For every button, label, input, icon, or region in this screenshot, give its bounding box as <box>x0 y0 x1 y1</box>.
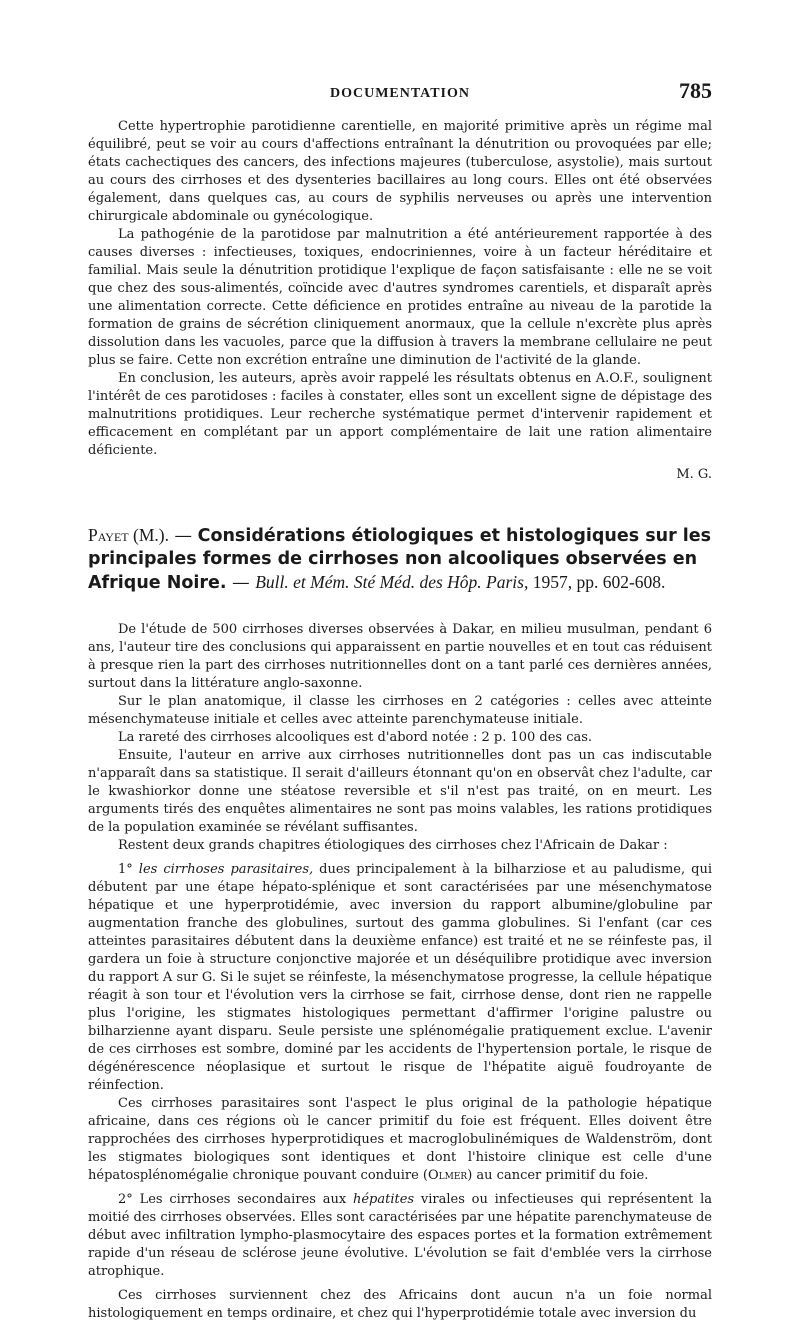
paragraph: De l'étude de 500 cirrhoses diverses observées à Dakar, en milieu musulman, pendant 6 ans, l'auteur tire des conclusions qui apparaissent en partie nouvelles et en tout cas réduisent à presque rien la part des cirrhoses nutritionnelles dont on a tant parlé ces dernières années, surtout dans la littérature anglo-saxonne. <box>88 622 712 691</box>
article-title: Considérations étiologiques et histologiques sur les principales formes de cirrhoses non alcooliques observées en Afrique Noire. <box>88 526 712 593</box>
paragraph: En conclusion, les auteurs, après avoir rappelé les résultats obtenus en A.O.F., soulignent l'intérêt de ces parotidoses : faciles à constater, elles sont un excellent signe de dépistage des malnutritions protidiques. Leur recherche systématique permet d'intervenir rapidement et efficacement en complétant par un apport complémentaire de lait une ration alimentaire déficiente. <box>88 371 712 458</box>
reviewer-signature: M. G. <box>676 467 712 482</box>
text-part: Ces cirrhoses parasitaires sont l'aspect le plus original de la pathologie hépatique africaine, dans ces régions où le cancer primitif du foie est fréquent. Elles doivent être rapprochées des cirrhoses hyperprotidiques et macroglobulinémiques de Waldenström, dont les stigmates biologiques sont identiques et dont l'histoire clinique est celle d'une hépatosplénomégalie chronique pouvant conduire ( <box>88 1096 712 1183</box>
paragraph-parasitic <box>88 861 712 1095</box>
title-dash: — <box>168 526 198 546</box>
author-name: Payet (M.). <box>88 525 169 545</box>
review-title-block <box>88 524 712 595</box>
running-head: DOCUMENTATION <box>329 86 471 101</box>
paragraph-parasitic-2 <box>88 1095 712 1185</box>
text-part: ) au cancer primitif du foie. <box>467 1168 649 1183</box>
page-header <box>88 78 712 118</box>
paragraph: La rareté des cirrhoses alcooliques est d'abord notée : 2 p. 100 des cas. <box>118 730 593 745</box>
review-cirrhoses <box>88 621 712 1323</box>
item-label: les cirrhoses parasitaires, <box>138 862 314 877</box>
item-text: virales ou infectieuses qui représentent la moitié des cirrhoses observées. Elles sont caractérisées par une hépatite parenchymateuse de début avec infiltration lympho-plasmocytaire des espaces portes et la formation extrêmement rapide d'un réseau de sclérose jeune évolutive. L'évolution se fait d'emblée vers la cirrhose atrophique. <box>88 1192 712 1279</box>
paragraph-secondary <box>88 1191 712 1281</box>
source-dash: — <box>226 573 256 593</box>
cited-author: Olmer <box>428 1168 468 1183</box>
year-pages: 1957, pp. 602-608. <box>528 572 666 592</box>
document-page <box>88 78 712 1323</box>
item-number: 2° Les cirrhoses secondaires aux <box>118 1192 353 1207</box>
item-number: 1° <box>118 862 139 877</box>
paragraph: Cette hypertrophie parotidienne carentielle, en majorité primitive après un régime mal équilibré, peut se voir au cours d'affections entraînant la dénutrition ou provoquées par elle; états cachectiques des cancers, des infections majeures (tuberculose, asystolie), mais surtout au cours des cirrhoses et des dysenteries bacillaires au long cours. Elles ont été observées également, dans quelques cas, au cours de syphilis nerveuses ou après une intervention chirurgicale abdominale ou gynécologique. <box>88 119 712 224</box>
paragraph: Sur le plan anatomique, il classe les cirrhoses en 2 catégories : celles avec atteinte mésenchymateuse initiale et celles avec atteinte parenchymateuse initiale. <box>88 694 712 727</box>
journal-source: Bull. et Mém. Sté Méd. des Hôp. Paris, <box>255 572 529 592</box>
paragraph: Restent deux grands chapitres étiologiques des cirrhoses chez l'Africain de Dakar : <box>118 838 668 853</box>
review-parotidose <box>88 118 712 484</box>
item-label: hépatites <box>352 1192 415 1207</box>
page-number: 785 <box>679 78 712 103</box>
paragraph: Ces cirrhoses surviennent chez des Africains dont aucun n'a un foie normal histologiquement en temps ordinaire, et chez qui l'hyperprotidémie totale avec inversion du <box>88 1288 712 1321</box>
paragraph: Ensuite, l'auteur en arrive aux cirrhoses nutritionnelles dont pas un cas indiscutable n'apparaît dans sa statistique. Il serait d'ailleurs étonnant qu'on en observât chez l'adulte, car le kwashiorkor donne une stéatose reversible et s'il n'est pas traité, on en meurt. Les arguments tirés des enquêtes alimentaires ne sont pas moins valables, les rations protidiques de la population examinée se révélant suffisantes. <box>88 748 712 835</box>
item-text: dues principalement à la bilharziose et au paludisme, qui débutent par une étape hépato-splénique et sont caractérisées par une mésenchymatose hépatique et une hyperprotidémie, avec inversion du rapport albumine/globuline par augmentation franche des globulines, surtout des gamma globulines. Si l'enfant (car ces atteintes parasitaires débutent dans la deuxième enfance) est traité et ne se réinfeste pas, il gardera un foie à structure conjonctive majorée et un déséquilibre protidique avec inversion du rapport A sur G. Si le sujet se réinfeste, la mésenchymatose progresse, la cellule hépatique réagit à son tour et l'évolution vers la cirrhose se fait, cirrhose dense, dont rien ne rappelle plus l'origine, les stigmates histologiques permettant d'affirmer l'origine palustre ou bilharzienne ayant disparu. Seule persiste une splénomégalie pratiquement exclue. L'avenir de ces cirrhoses est sombre, dominé par les accidents de l'hypertension portale, le risque de dégénérescence néoplasique et surtout le risque de l'hépatite aiguë foudroyante de réinfection. <box>88 862 712 1093</box>
paragraph: La pathogénie de la parotidose par malnutrition a été antérieurement rapportée à des causes diverses : infectieuses, toxiques, endocriniennes, voire à un facteur héréditaire et familial. Mais seule la dénutrition protidique l'explique de façon satisfaisante : elle ne se voit que chez des sous-alimentés, coïncide avec d'autres syndromes carentiels, et disparaît après une alimentation correcte. Cette déficience en protides entraîne au niveau de la parotide la formation de grains de sécrétion cliniquement anormaux, que la cellule n'excrète plus après dissolution dans les vacuoles, parce que la diffusion à travers la membrane cellulaire ne peut plus se faire. Cette non excrétion entraîne une diminution de l'activité de la glande. <box>88 227 712 368</box>
